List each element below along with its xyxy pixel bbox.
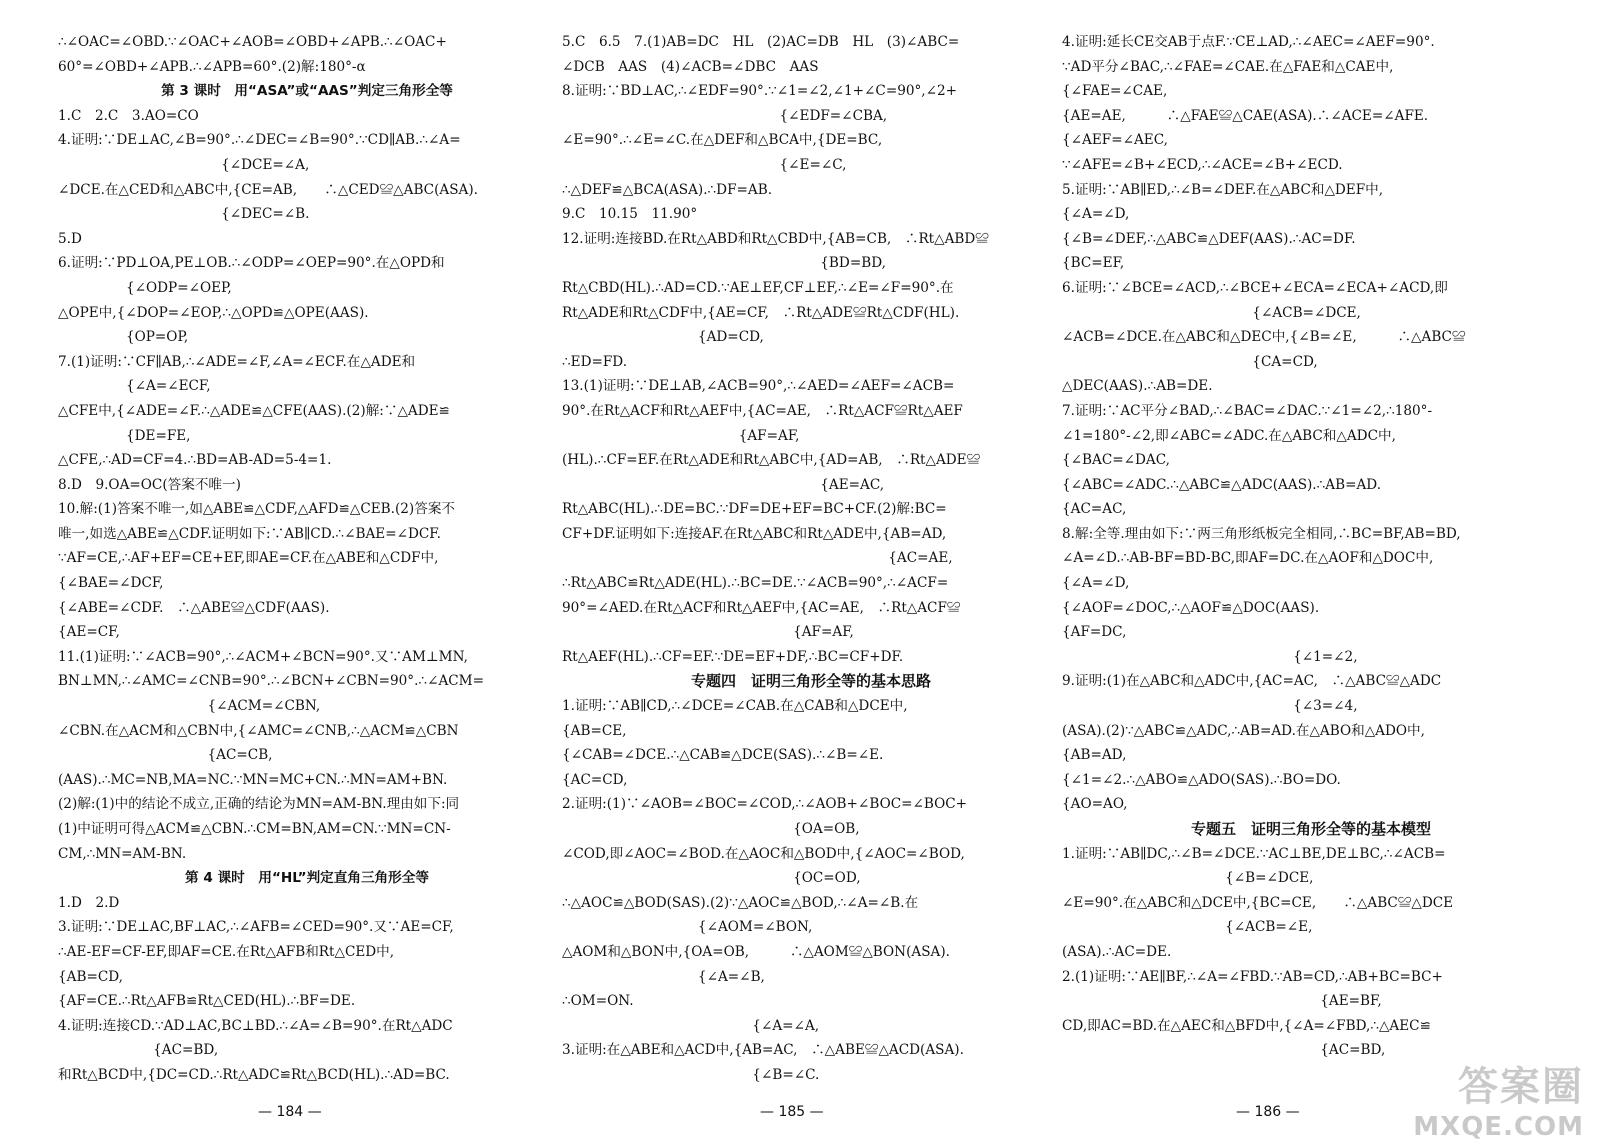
answer-line: 2.证明:(1)∵∠AOB=∠BOC=∠COD,∴∠AOB+∠BOC=∠BOC+ (562, 796, 968, 813)
answer-line: {∠FAE=∠CAE, (1062, 83, 1168, 100)
answer-line: {BC=EF, (1062, 255, 1125, 272)
answer-line: (AAS).∴MC=NB,MA=NC.∵MN=MC+CN.∴MN=AM+BN. (58, 771, 448, 788)
answer-line: {AE=CF, (58, 624, 120, 641)
answer-line: {∠A=∠B, (562, 968, 765, 985)
answer-line: CF+DF.证明如下:连接AF.在Rt△ABC和Rt△ADE中,{AB=AD, (562, 525, 947, 542)
answer-line: {∠AOF=∠DOC,∴△AOF≌△DOC(AAS). (1062, 599, 1320, 616)
watermark-url: MXQE.COM (1413, 1112, 1584, 1142)
answer-line: {BD=BD, (562, 255, 886, 272)
answer-line: 9.证明:(1)在△ABC和△ADC中,{AC=AC, ∴△ABC≌△ADC (1062, 673, 1442, 690)
answer-line: 60°=∠OBD+∠APB.∴∠APB=60°.(2)解:180°-α (58, 58, 366, 75)
answer-line: ∴AE-EF=CF-EF,即AF=CE.在Rt△AFB和Rt△CED中, (58, 943, 395, 960)
answer-line: {∠A=∠ECF, (58, 378, 211, 395)
answer-line: 唯一,如选△ABE≌△CDF.证明如下:∵AB∥CD.∴∠BAE=∠DCF. (58, 525, 441, 542)
page-number-186: — 186 — (1236, 1104, 1300, 1120)
answer-line: ∠DCB AAS (4)∠ACB=∠DBC AAS (562, 58, 819, 75)
answer-line: 4.证明:延长CE交AB于点F.∵CE⊥AD,∴∠AEC=∠AEF=90°. (1062, 34, 1435, 50)
answer-line: {AB=CE, (562, 722, 627, 739)
answer-line: 8.证明:∵BD⊥AC,∴∠EDF=90°.∵∠1=∠2,∠1+∠C=90°,∠2+ (562, 83, 958, 100)
answer-line: {AE=BF, (1062, 993, 1382, 1010)
answer-line: 8.解:全等.理由如下:∵两三角形纸板完全相同,∴BC=BF,AB=BD, (1062, 525, 1461, 542)
answer-line: 11.(1)证明:∵∠ACB=90°,∴∠ACM+∠BCN=90°.又∵AM⊥MN, (58, 648, 468, 665)
section-heading: 专题四 证明三角形全等的基本思路 (690, 672, 931, 691)
answer-line: (ASA).∴AC=DE. (1062, 943, 1172, 960)
answer-line: {AE=AC, (562, 476, 885, 493)
answer-line: {AF=AF, (562, 624, 854, 641)
answer-line: {AC=AE, (562, 550, 953, 567)
answer-line: {AB=CD, (58, 968, 123, 985)
page-185 (562, 30, 1060, 1140)
answer-line: 3.证明:在△ABE和△ACD中,{AB=AC, ∴△ABE≌△ACD(ASA). (562, 1042, 964, 1059)
answer-line: {AE=AE, ∴△FAE≌△CAE(ASA).∴∠ACE=∠AFE. (1062, 107, 1429, 124)
answer-line: {∠A=∠D, (1062, 206, 1130, 223)
answer-line: {OA=OB, (562, 821, 860, 837)
answer-line: (ASA).(2)∵△ABC≌△ADC,∴AB=AD.在△ABO和△ADO中, (1062, 722, 1425, 739)
answer-line: {∠A=∠D, (1062, 575, 1130, 592)
answer-line: {∠ACM=∠CBN, (58, 698, 321, 715)
answer-line: 7.(1)证明:∵CF∥AB,∴∠ADE=∠F,∠A=∠ECF.在△ADE和 (58, 353, 416, 370)
answer-line: {∠1=∠2.∴△ABO≌△ADO(SAS).∴BO=DO. (1062, 771, 1341, 788)
answer-line: 2.(1)证明:∵AE∥BF,∴∠A=∠FBD.∵AB=CD,∴AB+BC=BC+ (1062, 968, 1443, 985)
answer-line: {AC=CD, (562, 771, 628, 788)
answer-line: {∠AOM=∠BON, (562, 919, 813, 936)
answer-line: 10.解:(1)答案不唯一,如△ABE≌△CDF,△AFD≌△CEB.(2)答案不 (58, 501, 456, 518)
section-heading: 专题五 证明三角形全等的基本模型 (1190, 820, 1431, 838)
answer-line: {AC=BD, (58, 1042, 219, 1059)
answer-line: ∠E=90°.在△ABC和△DCE中,{BC=CE, ∴△ABC≌△DCE (1062, 894, 1454, 911)
answer-line: ∴∠OAC=∠OBD.∵∠OAC+∠AOB=∠OBD+∠APB.∴∠OAC+ (58, 34, 447, 50)
answer-line: 3.证明:∵DE⊥AC,BF⊥AC,∴∠AFB=∠CED=90°.又∵AE=CF, (58, 919, 454, 936)
answer-line: {∠BAC=∠DAC, (1062, 452, 1170, 469)
answer-line: {∠A=∠A, (562, 1017, 820, 1034)
answer-line: {AB=AD, (1062, 747, 1127, 764)
answer-line: 13.(1)证明:∵DE⊥AB,∠ACB=90°,∴∠AED=∠AEF=∠ACB= (562, 378, 955, 395)
answer-line: ∴Rt△ABC≌Rt△ADE(HL).∴BC=DE.∵∠ACB=90°,∴∠ACF= (562, 575, 949, 592)
answer-line: {∠ACB=∠E, (1062, 919, 1313, 936)
answer-line: {AF=AF, (562, 427, 800, 444)
answer-line: ∠ACB=∠DCE.在△ABC和△DEC中,{∠B=∠E, ∴△ABC≌ (1062, 329, 1466, 346)
answer-line: {AC=CB, (58, 747, 273, 764)
answer-line: {∠ABC=∠ADC.∴△ABC≌△ADC(AAS).∴AB=AD. (1062, 476, 1382, 493)
answer-line: 和Rt△BCD中,{DC=CD.∴Rt△ADC≌Rt△BCD(HL).∴AD=BC. (58, 1066, 450, 1083)
answer-line: 4.证明:连接CD.∵AD⊥AC,BC⊥BD.∴∠A=∠B=90°.在Rt△ADC (58, 1017, 453, 1034)
answer-line: 12.证明:连接BD.在Rt△ABD和Rt△CBD中,{AB=CB, ∴Rt△ABD≌ (562, 230, 989, 247)
page-184 (58, 30, 556, 1140)
answer-line: {∠E=∠C, (562, 156, 847, 173)
answer-line: {∠CAB=∠DCE.∴△CAB≌△DCE(SAS).∴∠B=∠E. (562, 747, 884, 764)
answer-line: ∠COD,即∠AOC=∠BOD.在△AOC和△BOD中,{∠AOC=∠BOD, (562, 845, 965, 862)
answer-line: 90°=∠AED.在Rt△ACF和Rt△AEF中,{AC=AE, ∴Rt△ACF≌ (562, 599, 961, 616)
answer-line: {∠1=∠2, (1062, 648, 1358, 665)
answer-line: {∠DCE=∠A, (58, 156, 310, 173)
answer-line: 5.证明:∵AB∥ED,∴∠B=∠DEF.在△ABC和△DEF中, (1062, 181, 1384, 198)
answer-line: CD,即AC=BD.在△AEC和△BFD中,{∠A=∠FBD,∴△AEC≌ (1062, 1017, 1431, 1034)
answer-line: △OPE中,{∠DOP=∠EOP,∴△OPD≌△OPE(AAS). (58, 304, 369, 321)
answer-line: ∴△AOC≌△BOD(SAS).(2)∵△AOC≌△BOD,∴∠A=∠B.在 (562, 894, 919, 911)
answer-line: 5.D (58, 230, 82, 247)
answer-line: ∴ED=FD. (562, 353, 628, 370)
answer-line: {∠ODP=∠OEP, (58, 279, 232, 296)
answer-line: 4.证明:∵DE⊥AC,∠B=90°.∴∠DEC=∠B=90°.∵CD∥AB.∴∠A= (58, 132, 461, 149)
answer-line: BN⊥MN,∴∠AMC=∠CNB=90°.∴∠BCN+∠CBN=90°.∴∠ACM= (58, 673, 484, 690)
watermark-logo (1413, 1055, 1584, 1142)
watermark-text: 答案圈 (1458, 1064, 1584, 1110)
answer-line: CM,∴MN=AM-BN. (58, 845, 187, 862)
answer-line: △AOM和△BON中,{OA=OB, ∴△AOM≌△BON(ASA). (562, 943, 950, 960)
answer-line: ∠CBN.在△ACM和△CBN中,{∠AMC=∠CNB,∴△ACM≌△CBN (58, 722, 459, 739)
answer-line: {OC=OD, (562, 870, 861, 887)
answer-line: △CFE中,{∠ADE=∠F.∴△ADE≌△CFE(AAS).(2)解:∵△ADE≌ (58, 402, 450, 419)
answer-line: {OP=OP, (58, 329, 189, 346)
answer-line: ∴△DEF≌△BCA(ASA).∴DF=AB. (562, 181, 773, 198)
answer-line: ∵AF=CE,∴AF+EF=CE+EF,即AE=CF.在△ABE和△CDF中, (58, 550, 439, 567)
answer-line: 6.证明:∵PD⊥OA,PE⊥OB.∴∠ODP=∠OEP=90°.在△OPD和 (58, 255, 445, 272)
answer-line: Rt△CBD(HL).∴AD=CD.∵AE⊥EF,CF⊥EF,∴∠E=∠F=90°.在 (562, 279, 954, 296)
page-number-185: — 185 — (760, 1104, 824, 1120)
answer-line: {∠3=∠4, (1062, 698, 1358, 715)
answer-line: {∠ABE=∠CDF. ∴△ABE≌△CDF(AAS). (58, 599, 330, 616)
answer-line: {AF=CE.∴Rt△AFB≌Rt△CED(HL).∴BF=DE. (58, 993, 356, 1010)
answer-line: 1.C 2.C 3.AO=CO (58, 107, 199, 124)
answer-line: ∠E=90°.∴∠E=∠C.在△DEF和△BCA中,{DE=BC, (562, 132, 883, 149)
page-186 (1062, 30, 1560, 1140)
answer-line: △DEC(AAS).∴AB=DE. (1062, 378, 1213, 395)
answer-line: {AC=BD, (1062, 1042, 1386, 1059)
answer-line: 6.证明:∵∠BCE=∠ACD,∴∠BCE+∠ECA=∠ECA+∠ACD,即 (1062, 279, 1448, 296)
answer-line: Rt△ABC(HL).∴DE=BC.∵DF=DE+EF=BC+CF.(2)解:BC= (562, 501, 947, 518)
answer-line: Rt△AEF(HL).∴CF=EF.∵DE=EF+DF,∴BC=CF+DF. (562, 648, 904, 665)
answer-line: 5.C 6.5 7.(1)AB=DC HL (2)AC=DB HL (3)∠ABC= (562, 34, 960, 50)
answer-line: {∠ACB=∠DCE, (1062, 304, 1361, 321)
answer-line: {AD=CD, (562, 329, 764, 346)
answer-line: 1.D 2.D (58, 894, 120, 911)
answer-line: 9.C 10.15 11.90° (562, 206, 698, 223)
answer-line: (HL).∴CF=EF.在Rt△ADE和Rt△ABC中,{AD=AB, ∴Rt△ADE≌ (562, 452, 981, 469)
answer-line: Rt△ADE和Rt△CDF中,{AE=CF, ∴Rt△ADE≌Rt△CDF(HL). (562, 304, 960, 321)
answer-line: {AF=DC, (1062, 624, 1127, 641)
answer-line: {∠B=∠DCE, (1062, 870, 1314, 887)
answer-line: ∠1=180°-∠2,即∠ABC=∠ADC.在△ABC和△ADC中, (1062, 427, 1396, 444)
answer-line: {∠DEC=∠B. (58, 206, 310, 223)
answer-line: 1.证明:∵AB∥CD,∴∠DCE=∠CAB.在△CAB和△DCE中, (562, 698, 908, 715)
answer-line: 1.证明:∵AB∥DC,∴∠B=∠DCE.∵AC⊥BE,DE⊥BC,∴∠ACB= (1062, 845, 1446, 862)
answer-line: {CA=CD, (1062, 353, 1318, 370)
answer-line: 7.证明:∵AC平分∠BAD,∴∠BAC=∠DAC.∵∠1=∠2,∴180°- (1062, 402, 1433, 419)
answer-line: ∵AD平分∠BAC,∴∠FAE=∠CAE.在△FAE和△CAE中, (1062, 58, 1394, 75)
answer-line: {∠EDF=∠CBA, (562, 107, 888, 124)
answer-line: ∠A=∠D.∴AB-BF=BD-BC,即AF=DC.在△AOF和△DOC中, (1062, 550, 1434, 567)
section-heading: 第 4 课时 用“HL”判定直角三角形全等 (185, 870, 429, 887)
section-heading: 第 3 课时 用“ASA”或“AAS”判定三角形全等 (161, 83, 453, 100)
answer-line: {∠B=∠C. (562, 1066, 820, 1083)
answer-line: △CFE,∴AD=CF=4.∴BD=AB-AD=5-4=1. (58, 452, 332, 469)
answer-line: {AC=AC, (1062, 501, 1127, 518)
answer-line: {∠AEF=∠AEC, (1062, 132, 1168, 149)
answer-line: (1)中证明可得△ACM≌△CBN.∴CM=BN,AM=CN.∵MN=CN- (58, 821, 451, 837)
answer-line: {AO=AO, (1062, 796, 1128, 813)
answer-line: 90°.在Rt△ACF和Rt△AEF中,{AC=AE, ∴Rt△ACF≌Rt△AEF (562, 402, 963, 419)
answer-line: ∠DCE.在△CED和△ABC中,{CE=AB, ∴△CED≌△ABC(ASA). (58, 181, 478, 198)
page-number-184: — 184 — (258, 1104, 322, 1120)
answer-line: {∠BAE=∠DCF, (58, 575, 164, 592)
answer-line: ∵∠AFE=∠B+∠ECD,∴∠ACE=∠B+∠ECD. (1062, 156, 1343, 173)
answer-line: ∴OM=ON. (562, 993, 634, 1010)
answer-line: {DE=FE, (58, 427, 191, 444)
answer-line: (2)解:(1)中的结论不成立,正确的结论为MN=AM-BN.理由如下:同 (58, 796, 460, 813)
answer-line: 8.D 9.OA=OC(答案不唯一) (58, 476, 241, 493)
answer-line: {∠B=∠DEF,∴△ABC≌△DEF(AAS).∴AC=DF. (1062, 230, 1356, 247)
